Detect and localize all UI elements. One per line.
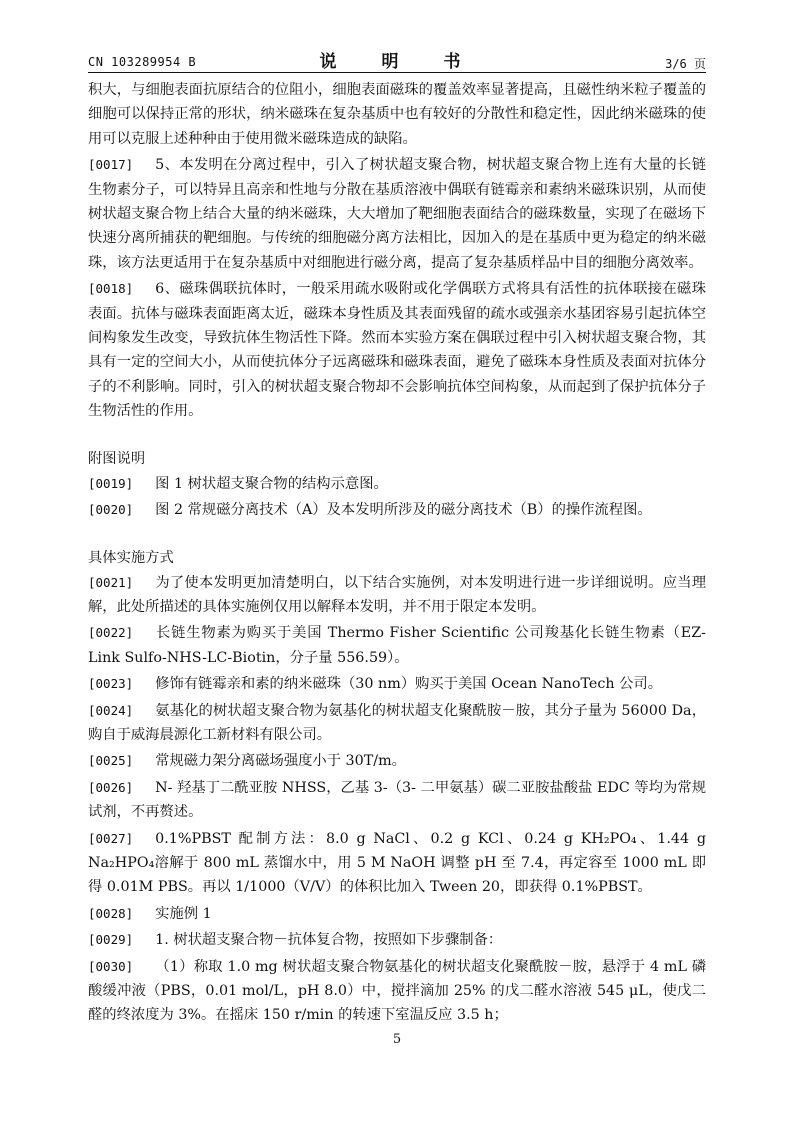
paragraph-0028: [0028] 实施例 1 — [88, 905, 212, 922]
paragraph-number: [0022] — [88, 625, 134, 641]
paragraph-0021: [0021] 为了使本发明更加清楚明白，以下结合实施例，对本发明进行进一步详细说明。应当理解，此处所描述的具体实施例仅用以解释本发明，并不用于限定本发明。 — [88, 574, 706, 615]
paragraph-number: [0021] — [88, 574, 134, 590]
document-title: 说 明 书 — [319, 52, 475, 72]
paragraph-continuation: 积大，与细胞表面抗原结合的位阻小，细胞表面磁珠的覆盖效率显著提高，且磁性纳米粒子覆盖的细胞可以保持正常的形状，纳米磁珠在复杂基质中也有较好的分散性和稳定性，因此纳米磁珠的使用可以克服上述种种由于使用微米磁珠造成的缺陷。 — [88, 82, 706, 147]
paragraph-number: [0017] — [88, 157, 134, 173]
paragraph-0022: [0022] 长链生物素为购买于美国 Thermo Fisher Scientific 公司羧基化长链生物素（EZ-Link Sulfo-NHS-LC-Biotin，分子量 556.59）。 — [88, 625, 706, 666]
publication-number: CN 103289954 B — [88, 55, 197, 69]
paragraph-0023: [0023] 修饰有链霉亲和素的纳米磁珠（30 nm）购买于美国 Ocean NanoTech 公司。 — [88, 676, 662, 693]
paragraph-number: [0030] — [88, 958, 134, 974]
paragraph-number: [0026] — [88, 779, 134, 795]
section-heading-embodiments: 具体实施方式 — [88, 549, 174, 566]
document-body — [88, 78, 706, 1030]
paragraph-number: [0019] — [88, 475, 134, 491]
section-heading-figures: 附图说明 — [88, 450, 146, 467]
paragraph-0024: [0024] 氨基化的树状超支聚合物为氨基化的树状超支化聚酰胺－胺，其分子量为 56000 Da，购自于威海晨源化工新材料有限公司。 — [88, 702, 706, 743]
paragraph-number: [0023] — [88, 676, 134, 692]
paragraph-0026: [0026] N- 羟基丁二酰亚胺 NHSS，乙基 3-（3- 二甲氨基）碳二亚胺盐酸盐 EDC 等均为常规试剂，不再赘述。 — [88, 779, 706, 821]
paragraph-0019: [0019] 图 1 树状超支聚合物的结构示意图。 — [88, 475, 388, 492]
paragraph-number: [0028] — [88, 905, 134, 921]
page-indicator: 3/6 页 — [665, 57, 706, 71]
paragraph-number: [0020] — [88, 502, 134, 518]
paragraph-number: [0018] — [88, 281, 134, 297]
paragraph-number: [0029] — [88, 932, 134, 948]
paragraph-0029: [0029] 1. 树状超支聚合物－抗体复合物，按照如下步骤制备： — [88, 932, 503, 949]
paragraph-0018: [0018] 6、磁珠偶联抗体时，一般采用疏水吸附或化学偶联方式将具有活性的抗体联接在磁珠表面。抗体与磁珠表面距离太近，磁珠本身性质及其表面残留的疏水或强亲水基团容易引起抗体空间构象发生改变，导致抗体生物活性下降。然而本实验方案在偶联过程中引入树状超支聚合物，其具有一定的空间大小，从而使抗体分子远离磁珠和磁珠表面，避免了磁珠本身性质及表面对抗体分子的不利影响。同时，引入的树状超支聚合物却不会影响抗体空间构象，从而起到了保护抗体分子生物活性的作用。 — [88, 281, 706, 420]
paragraph-0020: [0020] 图 2 常规磁分离技术（A）及本发明所涉及的磁分离技术（B）的操作流程图。 — [88, 502, 652, 519]
page-number: 5 — [392, 1032, 402, 1047]
paragraph-number: [0027] — [88, 830, 134, 846]
paragraph-0030: [0030] （1）称取 1.0 mg 树状超支聚合物氨基化的树状超支化聚酰胺－胺，悬浮于 4 mL 磷酸缓冲液（PBS，0.01 mol/L，pH 8.0）中，搅拌滴加 25% 的戊二醛水溶液 545 μL，使戊二醛的终浓度为 3%。在摇床 150 r/min 的转速下室温反应 3.5 h； — [88, 958, 706, 1024]
paragraph-0017: [0017] 5、本发明在分离过程中，引入了树状超支聚合物，树状超支聚合物上连有大量的长链生物素分子，可以特异且高亲和性地与分散在基质溶液中偶联有链霉亲和素纳米磁珠识别，从而使树状超支聚合物上结合大量的纳米磁珠，大大增加了靶细胞表面结合的磁珠数量，实现了在磁场下快速分离所捕获的靶细胞。与传统的细胞磁分离方法相比，因加入的是在基质中更为稳定的纳米磁珠，该方法更适用于在复杂基质中对细胞进行磁分离，提高了复杂基质样品中目的细胞分离效率。 — [88, 157, 706, 271]
paragraph-0027: [0027] 0.1%PBST 配制方法：8.0 g NaCl、0.2 g KCl、0.24 g KH₂PO₄、1.44 g Na₂HPO₄溶解于 800 mL 蒸馏水中，用 5 M NaOH 调整 pH 至 7.4，再定容至 1000 mL 即得 0.01M PBS。再以 1/1000（V/V）的体积比加入 Tween 20，即获得 0.1%PBST。 — [88, 830, 706, 896]
paragraph-number: [0025] — [88, 753, 134, 769]
header-divider — [88, 72, 706, 73]
page-header — [88, 45, 706, 73]
paragraph-number: [0024] — [88, 702, 134, 718]
paragraph-0025: [0025] 常规磁力架分离磁场强度小于 30T/m。 — [88, 753, 406, 770]
